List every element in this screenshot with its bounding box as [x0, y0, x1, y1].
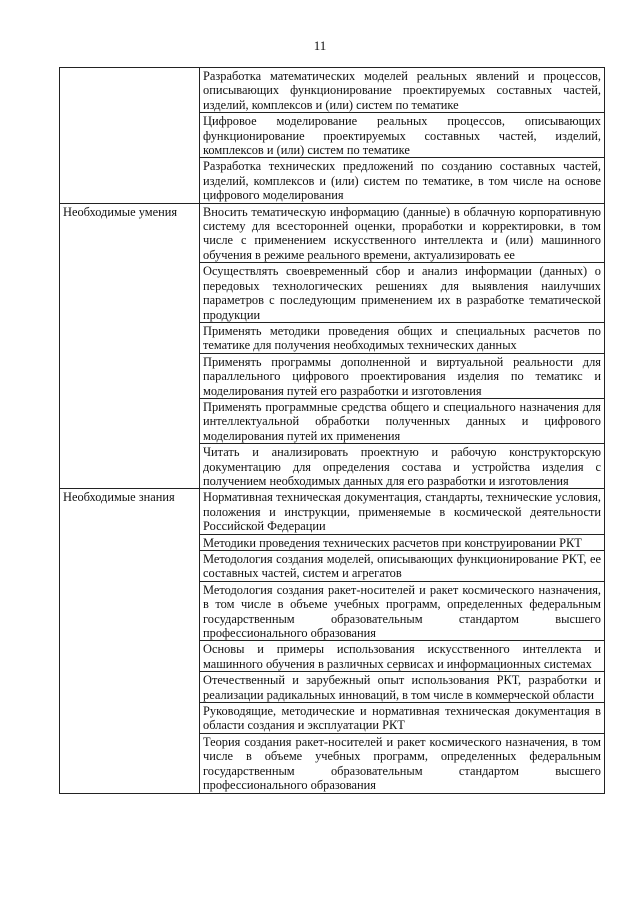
table-cell: Отечественный и зарубежный опыт использования РКТ, разработки и реализации радикальных инноваций, в том числе в коммерческой области [200, 672, 605, 703]
table-cell: Разработка технических предложений по созданию составных частей, изделий, комплексов и (или) систем по тематике, в том числе на основе цифрового моделирования [200, 158, 605, 203]
competency-table [59, 67, 605, 794]
table-cell: Методология создания моделей, описывающих функционирование РКТ, ее составных частей, систем и агрегатов [200, 551, 605, 582]
table-cell: Руководящие, методические и нормативная техническая документация в области создания и эксплуатации РКТ [200, 703, 605, 734]
table-cell: Разработка математических моделей реальных явлений и процессов, описывающих функционирование проектируемых составных частей, изделий, комплексов и (или) систем по тематике [200, 68, 605, 113]
table-cell: Основы и примеры использования искусственного интеллекта и машинного обучения в различных сервисах и информационных системах [200, 641, 605, 672]
table-cell: Читать и анализировать проектную и рабочую конструкторскую документацию для определения состава и устройства изделия с получением необходимых данных для его разработки и изготовления [200, 444, 605, 489]
table-cell: Методики проведения технических расчетов при конструировании РКТ [200, 534, 605, 550]
table-row [60, 203, 605, 263]
table-cell: Применять программные средства общего и специального назначения для интеллектуальной обработки полученных данных и цифрового моделирования путей их применения [200, 398, 605, 443]
table-cell: Нормативная техническая документация, стандарты, технические условия, положения и инструкции, применяемые в космической деятельности Российской Федерации [200, 489, 605, 534]
table-cell: Цифровое моделирование реальных процессов, описывающих функционирование проектируемых составных частей, изделий, комплексов и (или) систем по тематике [200, 113, 605, 158]
skills-label: Необходимые умения [60, 203, 200, 489]
table-row [60, 68, 605, 113]
table-cell: Применять методики проведения общих и специальных расчетов по тематике для получения необходимых технических данных [200, 322, 605, 353]
table-cell: Методология создания ракет-носителей и ракет космического назначения, в том числе в объеме учебных программ, определенных федеральным государственным образовательным стандартом высшего профессионального образования [200, 581, 605, 641]
table-cell: Применять программы дополненной и виртуальной реальности для параллельного цифрового проектирования изделия по тематикс и моделирования путей его разработки и изготовления [200, 353, 605, 398]
knowledge-label: Необходимые знания [60, 489, 200, 793]
page-number: 11 [313, 38, 327, 53]
table-cell: Вносить тематическую информацию (данные) в облачную корпоративную систему для всесторонней оценки, проработки и корректировки, в том числе с применением искусственного интеллекта и (или) машинного обучения в режиме реального времени, актуализировать ее [200, 203, 605, 263]
table-cell: Осуществлять своевременный сбор и анализ информации (данных) о передовых технологических решениях для выявления наилучших параметров с последующим применением их в разработке тематической продукции [200, 263, 605, 323]
table-cell: Теория создания ракет-носителей и ракет космического назначения, в том числе в объеме учебных программ, определенных федеральным государственным образовательным стандартом высшего профессионального образования [200, 733, 605, 793]
continued-label-cell [60, 68, 200, 204]
table-row [60, 489, 605, 534]
